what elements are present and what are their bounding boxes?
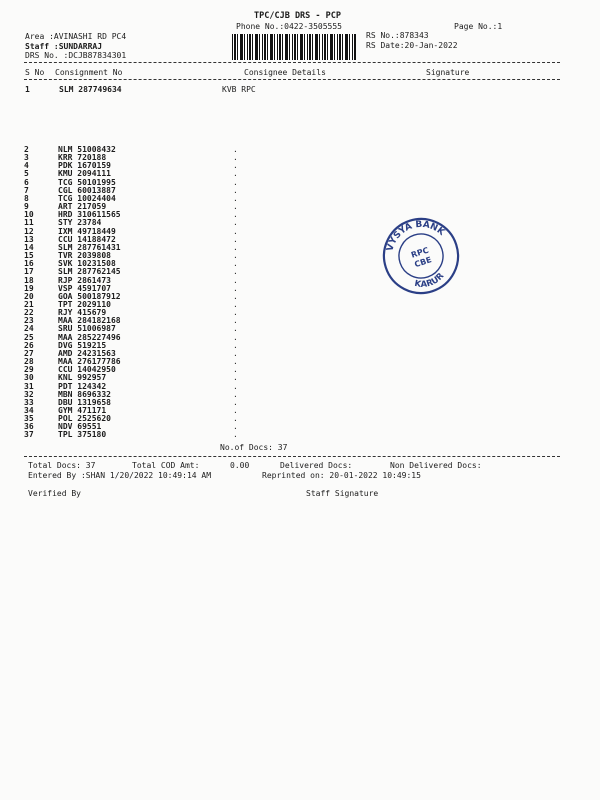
row-sno: 4 (24, 161, 29, 171)
row-sno: 16 (24, 259, 34, 269)
stamp-bank-text: VYSYA BANK (385, 219, 447, 253)
row-consignment: NLM 51008432 (58, 145, 116, 154)
rs-number: RS No.:878343 (366, 31, 429, 40)
row-consignment: TVR 2039808 (58, 251, 111, 261)
row-marker: . (233, 414, 238, 424)
row-marker: . (233, 340, 238, 350)
row-marker: . (233, 161, 238, 171)
row-sno: 21 (24, 299, 34, 309)
row-sno: 25 (24, 332, 34, 342)
row-consignment: SLM 287761431 (58, 242, 121, 252)
row-consignment: TPL 375180 (58, 430, 107, 440)
row-sno: 18 (24, 275, 34, 285)
row-sno: 19 (24, 283, 34, 293)
row-marker: . (233, 202, 238, 212)
drs-number: DRS No. :DCJB87834301 (25, 51, 127, 60)
divider-header (24, 79, 560, 80)
non-delivered-docs: Non Delivered Docs: (390, 461, 482, 470)
row-marker: . (233, 177, 238, 187)
row-marker: . (233, 422, 238, 432)
row-consignment: NDV 69551 (58, 422, 102, 432)
row-consignment: IXM 49718449 (58, 226, 116, 236)
row-marker: . (233, 324, 238, 334)
row-1-sno: 1 (25, 85, 30, 94)
row-marker: . (233, 169, 238, 179)
row-marker: . (233, 242, 238, 252)
stamp-city-text: KARUR (413, 271, 447, 290)
row-sno: 34 (24, 406, 34, 415)
row-marker: . (233, 193, 238, 203)
row-marker: . (233, 406, 238, 415)
row-sno: 27 (24, 348, 34, 358)
row-marker: . (233, 365, 238, 375)
col-consignment: Consignment No (55, 68, 123, 77)
row-sno: 22 (24, 308, 34, 318)
row-sno: 28 (24, 357, 34, 367)
row-sno: 3 (24, 153, 29, 163)
page-number: Page No.:1 (454, 22, 503, 31)
row-marker: . (233, 299, 238, 309)
row-sno: 36 (24, 422, 34, 432)
col-signature: Signature (426, 68, 470, 77)
row-marker: . (233, 332, 238, 342)
row-marker: . (233, 218, 238, 228)
verified-by: Verified By (28, 489, 81, 498)
row-consignment: MBN 8696332 (58, 389, 111, 399)
row-marker: . (233, 283, 238, 293)
row-marker: . (233, 291, 238, 301)
row-sno: 20 (24, 291, 34, 301)
reprinted-on: Reprinted on: 20-01-2022 10:49:15 (262, 471, 421, 480)
stamp-seal (380, 215, 462, 297)
row-1-consignment: SLM 287749634 (59, 85, 122, 94)
document-title: TPC/CJB DRS - PCP (254, 11, 341, 21)
row-consignment: DVG 519215 (58, 340, 107, 350)
row-marker: . (233, 226, 238, 236)
row-marker: . (233, 145, 238, 154)
row-marker: . (233, 251, 238, 261)
row-marker: . (233, 389, 238, 399)
row-sno: 30 (24, 373, 34, 383)
row-consignment: GOA 500187912 (58, 291, 121, 301)
row-sno: 14 (24, 242, 34, 252)
rs-date: RS Date:20-Jan-2022 (366, 41, 458, 50)
row-sno: 35 (24, 414, 34, 424)
row-marker: . (233, 185, 238, 195)
phone-number: Phone No.:0422-3505555 (236, 22, 342, 31)
row-sno: 11 (24, 218, 34, 228)
row-consignment: CCU 14042950 (58, 365, 116, 375)
row-marker: . (233, 373, 238, 383)
row-marker: . (233, 267, 238, 277)
staff-signature: Staff Signature (306, 489, 379, 498)
table-row (24, 431, 253, 439)
row-consignment: HRD 310611565 (58, 210, 121, 220)
row-sno: 32 (24, 389, 34, 399)
row-consignment: RJP 2861473 (58, 275, 111, 285)
row-consignment: KRR 720188 (58, 153, 107, 163)
bank-stamp (380, 215, 462, 297)
row-sno: 24 (24, 324, 34, 334)
row-marker: . (233, 259, 238, 269)
row-sno: 23 (24, 316, 34, 326)
row-consignment: GYM 471171 (58, 406, 107, 415)
row-consignment: POL 2525620 (58, 414, 111, 424)
barcode (232, 34, 356, 60)
row-marker: . (233, 316, 238, 326)
row-consignment: DBU 1319658 (58, 397, 111, 407)
divider-top (24, 62, 560, 63)
row-consignment: SRU 51006987 (58, 324, 116, 334)
row-marker: . (233, 397, 238, 407)
no-of-docs: No.of Docs: 37 (220, 443, 288, 452)
row-consignment: SVK 10231508 (58, 259, 116, 269)
total-cod-label: Total COD Amt: (132, 461, 200, 470)
row-consignment: KMU 2094111 (58, 169, 111, 179)
row-sno: 7 (24, 185, 29, 195)
total-cod-value: 0.00 (230, 461, 250, 470)
row-consignment: TPT 2029110 (58, 299, 111, 309)
row-sno: 9 (24, 202, 29, 212)
row-consignment: KNL 992957 (58, 373, 107, 383)
row-marker: . (233, 348, 238, 358)
stamp-cbe: CBE (413, 255, 433, 270)
row-consignment: CGL 60013887 (58, 185, 116, 195)
row-marker: . (233, 381, 238, 391)
area-label: Area :AVINASHI RD PC4 (25, 32, 127, 41)
row-sno: 31 (24, 381, 34, 391)
row-marker: . (233, 308, 238, 318)
staff-label: Staff :SUNDARRAJ (25, 42, 103, 51)
row-sno: 13 (24, 234, 34, 244)
row-consignment: PDK 1670159 (58, 161, 111, 171)
row-marker: . (233, 210, 238, 220)
row-marker: . (233, 430, 238, 440)
row-consignment: MAA 284182168 (58, 316, 121, 326)
row-consignment: AMD 24231563 (58, 348, 116, 358)
stamp-rpc: RPC (410, 245, 430, 260)
total-docs: Total Docs: 37 (28, 461, 96, 470)
row-sno: 15 (24, 251, 34, 261)
row-consignment: MAA 276177786 (58, 357, 121, 367)
row-consignment: MAA 285227496 (58, 332, 121, 342)
entered-by: Entered By :SHAN 1/20/2022 10:49:14 AM (28, 471, 212, 480)
row-marker: . (233, 153, 238, 163)
row-sno: 5 (24, 169, 29, 179)
row-consignment: SLM 287762145 (58, 267, 121, 277)
row-sno: 37 (24, 430, 34, 440)
row-consignment: STY 23784 (58, 218, 102, 228)
row-sno: 10 (24, 210, 34, 220)
row-consignment: VSP 4591707 (58, 283, 111, 293)
row-consignment: TCG 10024404 (58, 193, 116, 203)
row-marker: . (233, 357, 238, 367)
row-consignment: PDT 124342 (58, 381, 107, 391)
row-1-consignee: KVB RPC (222, 85, 256, 94)
row-consignment: TCG 50101995 (58, 177, 116, 187)
row-sno: 26 (24, 340, 34, 350)
row-sno: 6 (24, 177, 29, 187)
row-marker: . (233, 275, 238, 285)
row-consignment: RJY 415679 (58, 308, 107, 318)
row-consignment: ART 217059 (58, 202, 107, 212)
row-sno: 33 (24, 397, 34, 407)
consignment-table (24, 146, 253, 440)
row-marker: . (233, 234, 238, 244)
row-sno: 12 (24, 226, 34, 236)
delivered-docs: Delivered Docs: (280, 461, 353, 470)
col-consignee: Consignee Details (244, 68, 326, 77)
col-sno: S No (25, 68, 45, 77)
divider-footer (24, 456, 560, 457)
row-sno: 8 (24, 193, 29, 203)
row-sno: 29 (24, 365, 34, 375)
row-sno: 17 (24, 267, 34, 277)
row-sno: 2 (24, 145, 29, 154)
row-consignment: CCU 14188472 (58, 234, 116, 244)
